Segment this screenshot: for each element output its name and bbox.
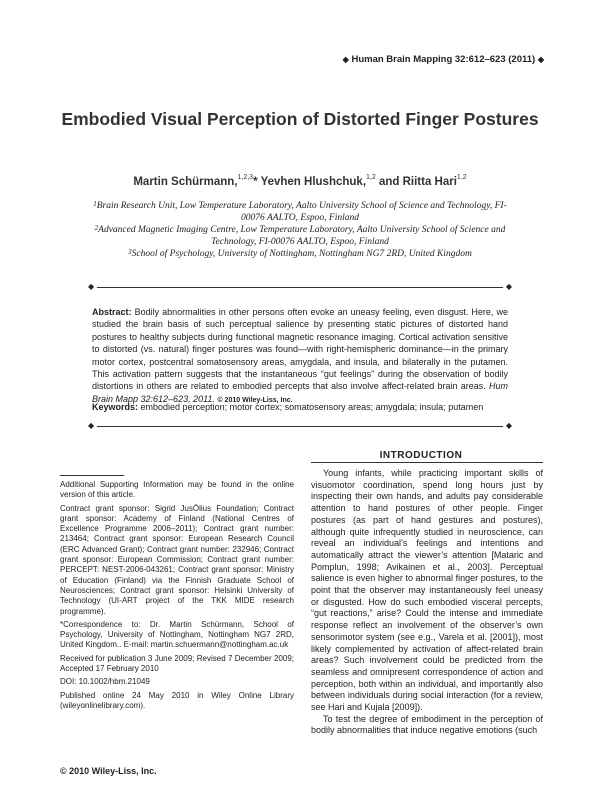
affiliations	[84, 200, 516, 260]
diamond-icon: ◆	[88, 282, 95, 291]
paragraph: Young infants, while practicing important skills of visuomotor coordination, spend long hours just by inspecting their own hands, and adults pay considerable attention to hand postures of other people. Finger postures (as part of hand gestures and postures), although quite infrequently studied in neuroscience, can reveal an individual’s feelings and intentions and automatically attract the viewer’s attention [Mataric and Pomplun, 1998; Avikainen et al., 2003]. Perceptual salience is even higher to abnormal finger postures, to the point that the observer may instantaneously feel uneasy or disgusted. How do such embodied visceral percepts, “gut reactions,” arise? Could the intense and immediate response reflect an involvement of the observer’s own sensorimotor system (see e.g., Varela et al. [2001]), most likely complemented by activation of affect-related brain areas? Such involvement could be predicted from the seamless and omnipresent correspondence of action and perception, both within an individual, and importantly also between individuals during social interaction (for a review, see Hari and Kujala [2009]).	[311, 468, 543, 713]
article-title: Embodied Visual Perception of Distorted Finger Postures	[61, 109, 539, 129]
footnote: Additional Supporting Information may be found in the online version of this article.	[60, 480, 294, 500]
footnotes	[60, 480, 294, 714]
abstract-label: Abstract:	[92, 307, 132, 317]
diamond-icon: ◆	[537, 55, 544, 64]
journal-header	[343, 54, 544, 65]
abstract	[92, 306, 508, 407]
author-name: and Riitta Hari	[378, 176, 457, 188]
section-heading-introduction: INTRODUCTION	[379, 450, 463, 461]
author-name: Martin Schürmann,	[133, 176, 238, 188]
author-sup: 1,2	[366, 174, 376, 181]
section-divider	[88, 421, 512, 436]
abstract-citation: Hum Brain Mapp 32:612–623, 2011.	[92, 381, 508, 404]
page-copyright: © 2010 Wiley-Liss, Inc.	[60, 766, 157, 776]
footnote: DOI: 10.1002/hbm.21049	[60, 677, 150, 687]
keywords-text: embodied perception; motor cortex; somatosensory areas; amygdala; insula; putamen	[140, 402, 484, 412]
keywords-label: Keywords:	[92, 402, 139, 412]
affiliation: $^3$School of Psychology, University of Nottingham, Nottingham NG7 2RD, United Kingdom	[128, 248, 472, 259]
keywords	[92, 402, 508, 412]
author-sup: 1,2,3	[237, 174, 254, 181]
abstract-text: Bodily abnormalities in other persons often evoke an uneasy feeling, even disgust. Here, we studied the brain basis of such perceptual salience by presenting static pictures of distorted hand postures to healthy subjects during functional magnetic resonance imaging. Cortical activation sensitive to distorted (vs. natural) finger postures was found—with right-hemispheric dominance—in the primary motor cortex, postcentral somatosensory areas, amygdala, and insula, and bilaterally in the putamen. This activation pattern suggests that the instantaneous “gut feelings” during the observation of bodily distortions in others are related to embodied percepts that also involve affect-related brain areas.	[92, 307, 508, 392]
section-divider	[88, 282, 512, 297]
introduction-body	[311, 468, 543, 737]
affiliation: $^1$Brain Research Unit, Low Temperature Laboratory, Aalto University School of Science and Technology, FI-00076 AALTO, Espoo, Finland	[93, 200, 507, 223]
diamond-icon: ◆	[88, 421, 95, 430]
corresponding-mark: *	[253, 176, 258, 188]
author-name: Yevhen Hlushchuk,	[260, 176, 367, 188]
footnote: Published online 24 May 2010 in Wiley Online Library (wileyonlinelibrary.com).	[60, 690, 294, 710]
footnote: *Correspondence to: Dr. Martin Schürmann, School of Psychology, University of Nottingham, Nottingham NG7 2RD, United Kingdom.. E-mail: martin.schuermann@nottingham.ac.uk	[60, 619, 294, 650]
affiliation: $^2$Advanced Magnetic Imaging Centre, Low Temperature Laboratory, Aalto University School of Science and Technology, FI-00076 AALTO, Espoo, Finland	[94, 224, 506, 247]
abstract-copyright: © 2010 Wiley-Liss, Inc.	[217, 396, 293, 404]
author-list	[0, 176, 600, 188]
paragraph: To test the degree of embodiment in the perception of bodily abnormalities that induce negative emotions (such	[311, 713, 543, 736]
footnote: Contract grant sponsor: Sigrid JusÖlius Foundation; Contract grant sponsor: Academy of Finland (National Centres of Excellence Programme 2006–2011); Contract grant number: 213464; Contract grant sponsor: European Research Council (ERC Advanced Grant); Contract grant number: 232946; Contract grant sponsor: European Commission; Contract grant number: PERCEPT: NEST-2006-043261; Contract grant sponsor: Ministry of Education (Finland) via the Finnish Graduate School of Neurosciences; Contract grant sponsor: Helsinki University of Technology (UI-ART project of the TKK MIDE research programme).	[60, 503, 294, 616]
diamond-icon: ◆	[342, 55, 349, 64]
journal-citation: Human Brain Mapping 32:612–623 (2011)	[351, 54, 536, 65]
heading-rule	[311, 462, 543, 463]
footnote-rule	[60, 475, 124, 476]
diamond-icon: ◆	[505, 421, 512, 430]
author-sup: 1,2	[456, 174, 467, 181]
diamond-icon: ◆	[505, 282, 512, 291]
footnote: Received for publication 3 June 2009; Revised 7 December 2009; Accepted 17 February 2010	[60, 653, 294, 674]
